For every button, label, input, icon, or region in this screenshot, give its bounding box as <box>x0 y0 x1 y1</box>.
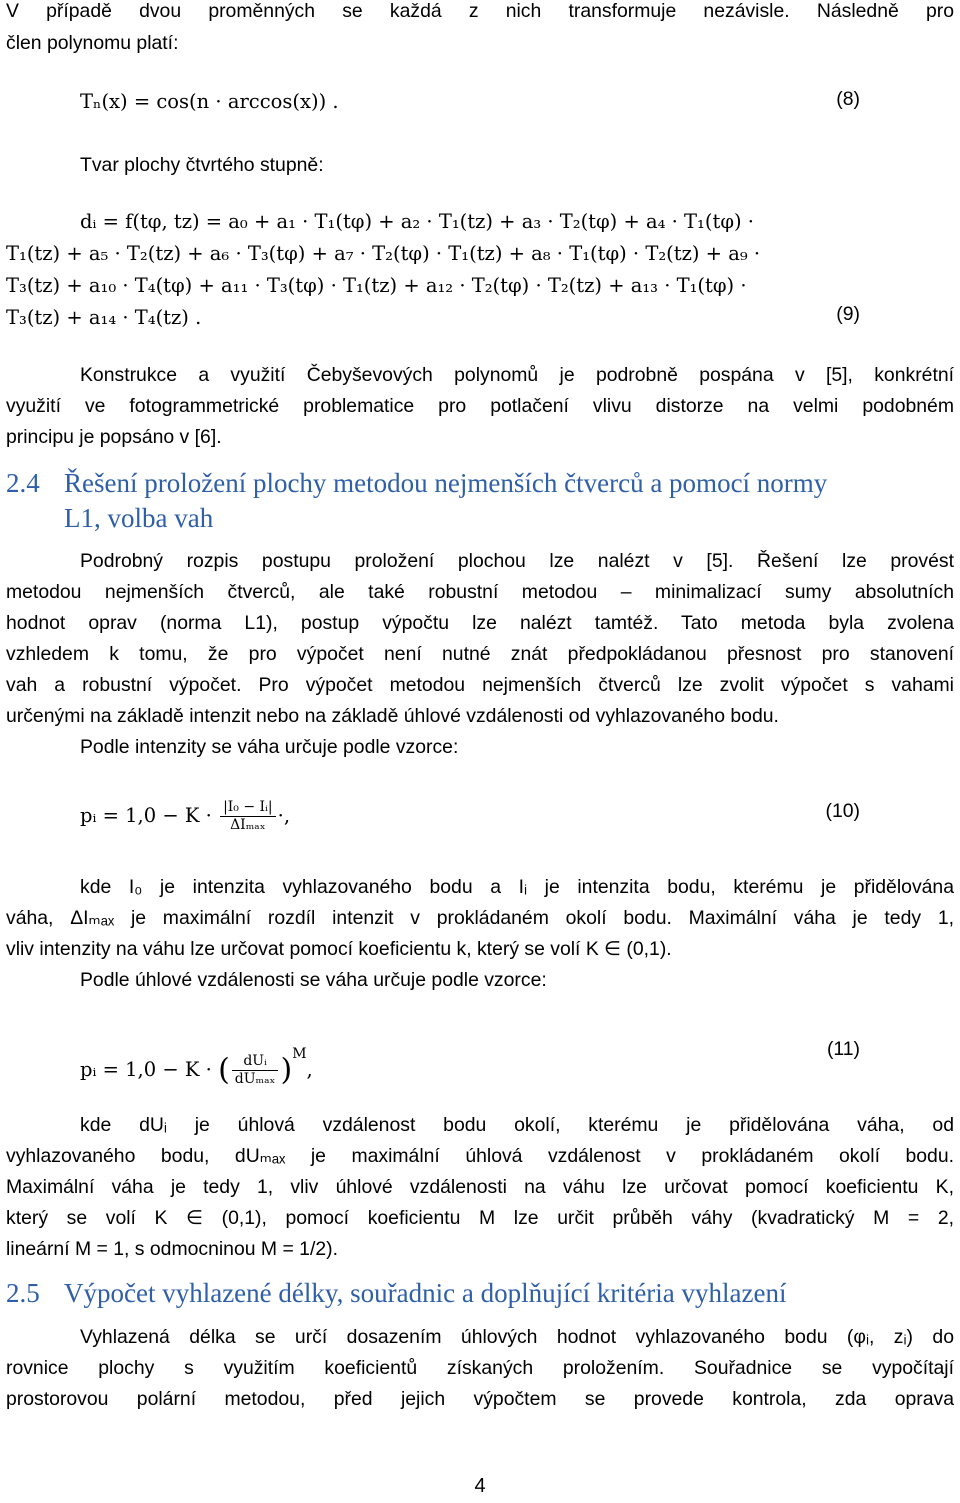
equation-8-body: Tₙ(x) = cos(n · arccos(x)) . <box>80 90 339 113</box>
equation-9-line-3: T₃(tz) + a₁₀ · T₄(tφ) + a₁₁ · T₃(tφ) · T₁(tz) + a₁₂ · T₂(tφ) · T₂(tz) + a₁₃ · T₁(tφ) · <box>6 274 747 297</box>
equation-9-line-2: T₁(tz) + a₅ · T₂(tz) + a₆ · T₃(tφ) + a₇ · T₂(tφ) · T₁(tz) + a₈ · T₁(tφ) · T₂(tz) + a₉ · <box>6 242 761 265</box>
equation-11-denominator: dUₘₐₓ <box>234 1071 276 1087</box>
para3-line-1: kde I₀ je intenzita vyhlazovaného bodu a Iᵢ je intenzita bodu, kterému je přidělována <box>80 876 954 898</box>
equation-10-denominator: ΔIₘₐₓ <box>230 817 266 833</box>
para2-line-7: Podle intenzity se váha určuje podle vzorce: <box>80 736 459 758</box>
para4-line-4: který se volí K ∈ (0,1), pomocí koeficientu M lze určit průběh váhy (kvadratický M = 2, <box>6 1207 954 1229</box>
para1-line-1: Konstrukce a využití Čebyševových polynomů je podrobně pospána v [5], konkrétní <box>80 364 954 386</box>
equation-9-line-4: T₃(tz) + a₁₄ · T₄(tz) . <box>6 306 202 329</box>
para5-line-1: Vyhlazená délka se určí dosazením úhlových hodnot vyhlazovaného bodu (φᵢ, zᵢ) do <box>80 1326 954 1348</box>
para2-line-5: vah a robustní výpočet. Pro výpočet metodou nejmenších čtverců lze zvolit výpočet s vahami <box>6 674 954 696</box>
equation-10-lhs: pᵢ = 1,0 − K · <box>80 804 212 827</box>
left-paren: ( <box>218 1052 230 1088</box>
para4-line-2: vyhlazovaného bodu, dUₘₐₓ je maximální úhlová vzdálenost v prokládaném okolí bodu. <box>6 1145 954 1167</box>
intro-line-2: člen polynomu platí: <box>6 32 179 54</box>
equation-11-numerator: dUᵢ <box>232 1053 279 1071</box>
section-2-4-heading <box>6 466 954 500</box>
para4-line-1: kde dUᵢ je úhlová vzdálenost bodu okolí, kterému je přidělována váha, od <box>80 1114 954 1136</box>
para2-line-1: Podrobný rozpis postupu proložení plochou lze nalézt v [5]. Řešení lze provést <box>80 550 954 572</box>
para3-line-3: vliv intenzity na váhu lze určovat pomocí koeficientu k, který se volí K ∈ (0,1). <box>6 938 672 960</box>
equation-11-body <box>80 1030 954 1095</box>
equation-11-exponent: M <box>292 1046 307 1062</box>
section-2-5-heading <box>6 1276 954 1310</box>
para2-line-3: hodnot oprav (norma L1), postup výpočtu lze nalézt tamtéž. Tato metoda byla zvolena <box>6 612 954 634</box>
equation-10-number: (10) <box>825 800 860 822</box>
equation-11-fraction <box>232 1053 279 1088</box>
para1-line-3: principu je popsáno v [6]. <box>6 426 222 448</box>
equation-10-body <box>80 796 954 836</box>
para5-line-2: rovnice plochy s využitím koeficientů získaných proložením. Souřadnice se vypočítají <box>6 1357 954 1379</box>
intro-line-1: V případě dvou proměnných se každá z nich transformuje nezávisle. Následně pro <box>6 0 954 22</box>
equation-11-number: (11) <box>826 1038 860 1060</box>
equation-10-tail: ·, <box>277 804 291 827</box>
section-2-4-title-line-2: L1, volba vah <box>64 503 214 533</box>
page-number: 4 <box>474 1475 486 1497</box>
equation-9-line-1: dᵢ = f(tφ, tz) = a₀ + a₁ · T₁(tφ) + a₂ · T₁(tz) + a₃ · T₂(tφ) + a₄ · T₁(tφ) · <box>80 210 754 233</box>
equation-11-lhs: pᵢ = 1,0 − K · <box>80 1058 212 1081</box>
para2-line-2: metodou nejmenších čtverců, ale také robustní metodou – minimalizací sumy absolutních <box>6 581 954 603</box>
para4-line-3: Maximální váha je tedy 1, vliv úhlové vzdálenosti na váhu lze určovat pomocí koeficientu K, <box>6 1176 954 1198</box>
para3-line-2: váha, ΔIₘₐₓ je maximální rozdíl intenzit v prokládaném okolí bodu. Maximální váha je tedy 1, <box>6 907 954 929</box>
para5-line-3: prostorovou polární metodou, před jejich výpočtem se provede kontrola, zda oprava <box>6 1388 954 1410</box>
right-paren: ) <box>280 1052 293 1088</box>
section-2-4-title-line-1: Řešení proložení plochy metodou nejmenších čtverců a pomocí normy <box>64 468 828 498</box>
para1-line-2: využití ve fotogrammetrické problematice pro potlačení vlivu distorze na velmi podobném <box>6 395 954 417</box>
section-2-5-title: Výpočet vyhlazené délky, souřadnic a doplňující kritéria vyhlazení <box>64 1278 787 1308</box>
para2-line-4: vzhledem k tomu, že pro výpočet není nutné znát předpokládanou přesnost pro stanovení <box>6 643 954 665</box>
fourth-degree-label: Tvar plochy čtvrtého stupně: <box>80 154 324 176</box>
para4-line-5: lineární M = 1, s odmocninou M = 1/2). <box>6 1238 338 1260</box>
para3-line-4: Podle úhlové vzdálenosti se váha určuje podle vzorce: <box>80 969 547 991</box>
equation-8-number: (8) <box>836 88 860 110</box>
equation-10-fraction <box>220 799 276 834</box>
section-2-5-number: 2.5 <box>6 1278 40 1308</box>
para2-line-6: určenými na základě intenzit nebo na základě úhlové vzdálenosti od vyhlazovaného bodu. <box>6 705 779 727</box>
equation-11-tail: , <box>306 1058 313 1081</box>
section-2-4-number: 2.4 <box>6 468 40 498</box>
equation-10-numerator: |I₀ − Iᵢ| <box>220 799 276 817</box>
equation-9-number: (9) <box>836 303 860 325</box>
